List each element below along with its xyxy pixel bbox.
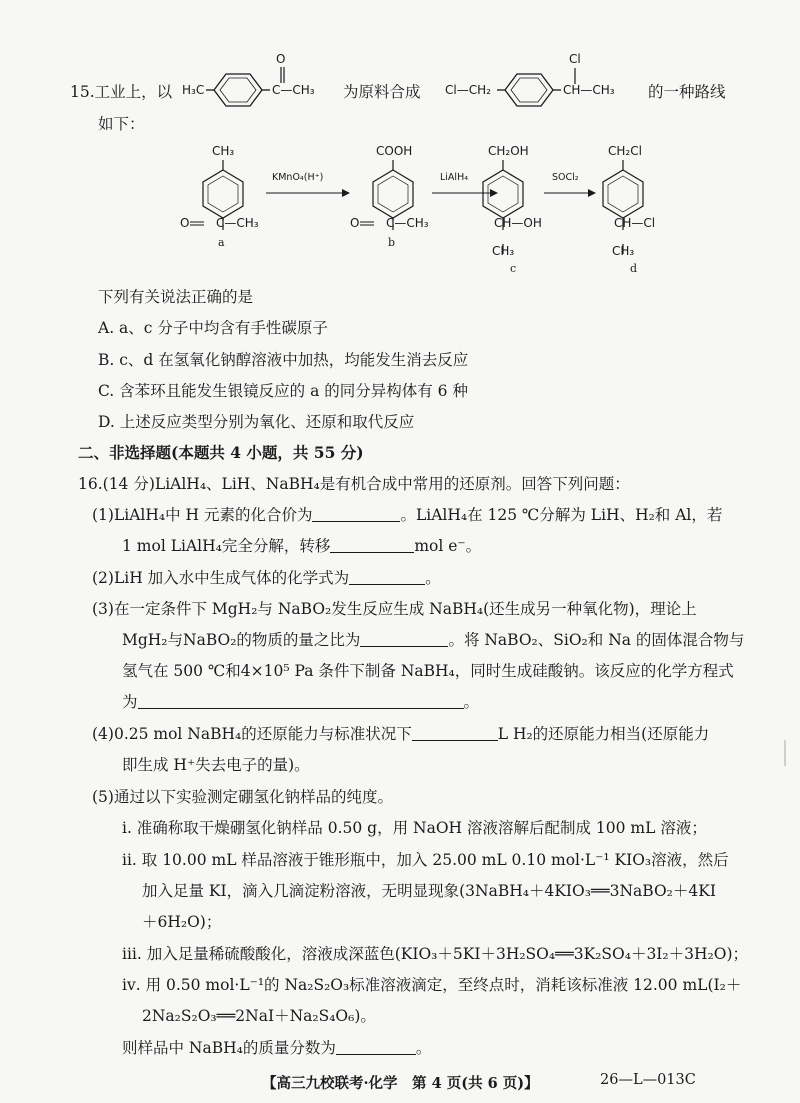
scan-edge-mark bbox=[784, 740, 786, 766]
q15-intro-prefix: 15.工业上，以 bbox=[70, 83, 173, 101]
q15-intro-suffix: 的一种路线 bbox=[648, 83, 726, 101]
q15-option-d: D. 上述反应类型分别为氧化、还原和取代反应 bbox=[98, 413, 415, 431]
reaction-scheme: CH₃ O C—CH₃ a KMnO₄(H⁺) COOH O C—CH₃ b LiAlH₄ CH₂OH CH—OH CH₃ c SOCl₂ CH₂Cl CH—Cl CH₃ d bbox=[180, 144, 656, 275]
benzene-ring-icon bbox=[206, 70, 270, 110]
structure-4-methylacetophenone: H₃C O C—CH₃ bbox=[182, 50, 352, 110]
reaction-arrow-icon bbox=[266, 188, 350, 198]
q16-part3-line2: MgH₂与NaBO₂的物质的量之比为 。将 NaBO₂、SiO₂和 Na 的固体混合物与 bbox=[122, 631, 745, 649]
q16-part3-line3: 氢气在 500 ℃和4×10⁵ Pa 条件下制备 NaBH₄，同时生成硅酸钠。该反应的化学方程式 bbox=[122, 662, 734, 680]
benzene-ring-icon bbox=[598, 160, 648, 256]
footer-exam-info: 【高三九校联考·化学 第 4 页(共 6 页)】 bbox=[262, 1075, 539, 1092]
structure-target-d: Cl—CH₂ Cl CH—CH₃ bbox=[445, 48, 655, 110]
q16-part1-line2: 1 mol LiAlH₄完全分解，转移 mol e⁻。 bbox=[122, 537, 482, 555]
q16-intro: 16.(14 分)LiAlH₄、LiH、NaBH₄是有机合成中常用的还原剂。回答下列问题： bbox=[78, 475, 630, 493]
answer-blank[interactable] bbox=[312, 506, 400, 522]
q16-part4-line1: (4)0.25 mol NaBH₄的还原能力与标准状况下 L H₂的还原能力相当(还原能力 bbox=[92, 725, 710, 743]
reaction-arrow-icon bbox=[544, 188, 596, 198]
benzene-ring-icon bbox=[497, 70, 561, 110]
q15-option-b: B. c、d 在氢氧化钠醇溶液中加热，均能发生消去反应 bbox=[98, 351, 469, 369]
q16-part3-line1: (3)在一定条件下 MgH₂与 NaBO₂发生反应生成 NaBH₄(还生成另一种氧化物)，理论上 bbox=[92, 600, 697, 618]
answer-blank[interactable] bbox=[412, 725, 498, 741]
q16-part3-line4: 为 。 bbox=[122, 693, 480, 711]
q15-intro-line2: 如下： bbox=[98, 115, 145, 133]
benzene-ring-icon bbox=[478, 160, 528, 256]
answer-blank[interactable] bbox=[360, 631, 448, 647]
q16-step-ii-line3: ＋6H₂O)； bbox=[142, 913, 222, 931]
q15-option-a: A. a、c 分子中均含有手性碳原子 bbox=[98, 319, 328, 337]
q15-intro-mid: 为原料合成 bbox=[343, 83, 421, 101]
answer-blank[interactable] bbox=[138, 693, 464, 709]
q15-option-c: C. 含苯环且能发生银镜反应的 a 的同分异构体有 6 种 bbox=[98, 382, 468, 400]
answer-blank[interactable] bbox=[336, 1039, 416, 1055]
q16-step-ii-line2: 加入足量 KI，滴入几滴淀粉溶液，无明显现象(3NaBH₄＋4KIO₃══3NaBO₂＋4KI bbox=[142, 882, 716, 900]
q16-part1-line1: (1)LiAlH₄中 H 元素的化合价为 。LiAlH₄在 125 ℃分解为 LiH、H₂和 Al，若 bbox=[92, 506, 723, 524]
q16-step-iii: ⅲ. 加入足量稀硫酸酸化，溶液成深蓝色(KIO₃＋5KI＋3H₂SO₄══3K₂SO₄＋3I₂＋3H₂O)； bbox=[122, 945, 748, 963]
q16-part5: (5)通过以下实验测定硼氢化钠样品的纯度。 bbox=[92, 788, 393, 806]
answer-blank[interactable] bbox=[349, 569, 425, 585]
q16-part2: (2)LiH 加入水中生成气体的化学式为 。 bbox=[92, 569, 441, 587]
q16-step-iv-line2: 2Na₂S₂O₃══2NaI＋Na₂S₄O₆)。 bbox=[142, 1007, 376, 1025]
q16-final: 则样品中 NaBH₄的质量分数为 。 bbox=[122, 1039, 432, 1057]
q16-step-ii-line1: ⅱ. 取 10.00 mL 样品溶液于锥形瓶中，加入 25.00 mL 0.10 mol·L⁻¹ KIO₃溶液，然后 bbox=[122, 851, 729, 869]
section-heading: 二、非选择题(本题共 4 小题，共 55 分) bbox=[78, 443, 364, 462]
q15-stem: 下列有关说法正确的是 bbox=[98, 288, 254, 306]
answer-blank[interactable] bbox=[330, 537, 414, 553]
q16-step-iv-line1: ⅳ. 用 0.50 mol·L⁻¹的 Na₂S₂O₃标准溶液滴定，至终点时，消耗该标准液 12.00 mL(I₂＋ bbox=[122, 976, 742, 994]
footer-code: 26—L—013C bbox=[600, 1072, 696, 1088]
q16-part4-line2: 即生成 H⁺失去电子的量)。 bbox=[122, 756, 310, 774]
q16-step-i: ⅰ. 准确称取干燥硼氢化钠样品 0.50 g，用 NaOH 溶液溶解后配制成 100 mL 溶液； bbox=[122, 819, 707, 837]
